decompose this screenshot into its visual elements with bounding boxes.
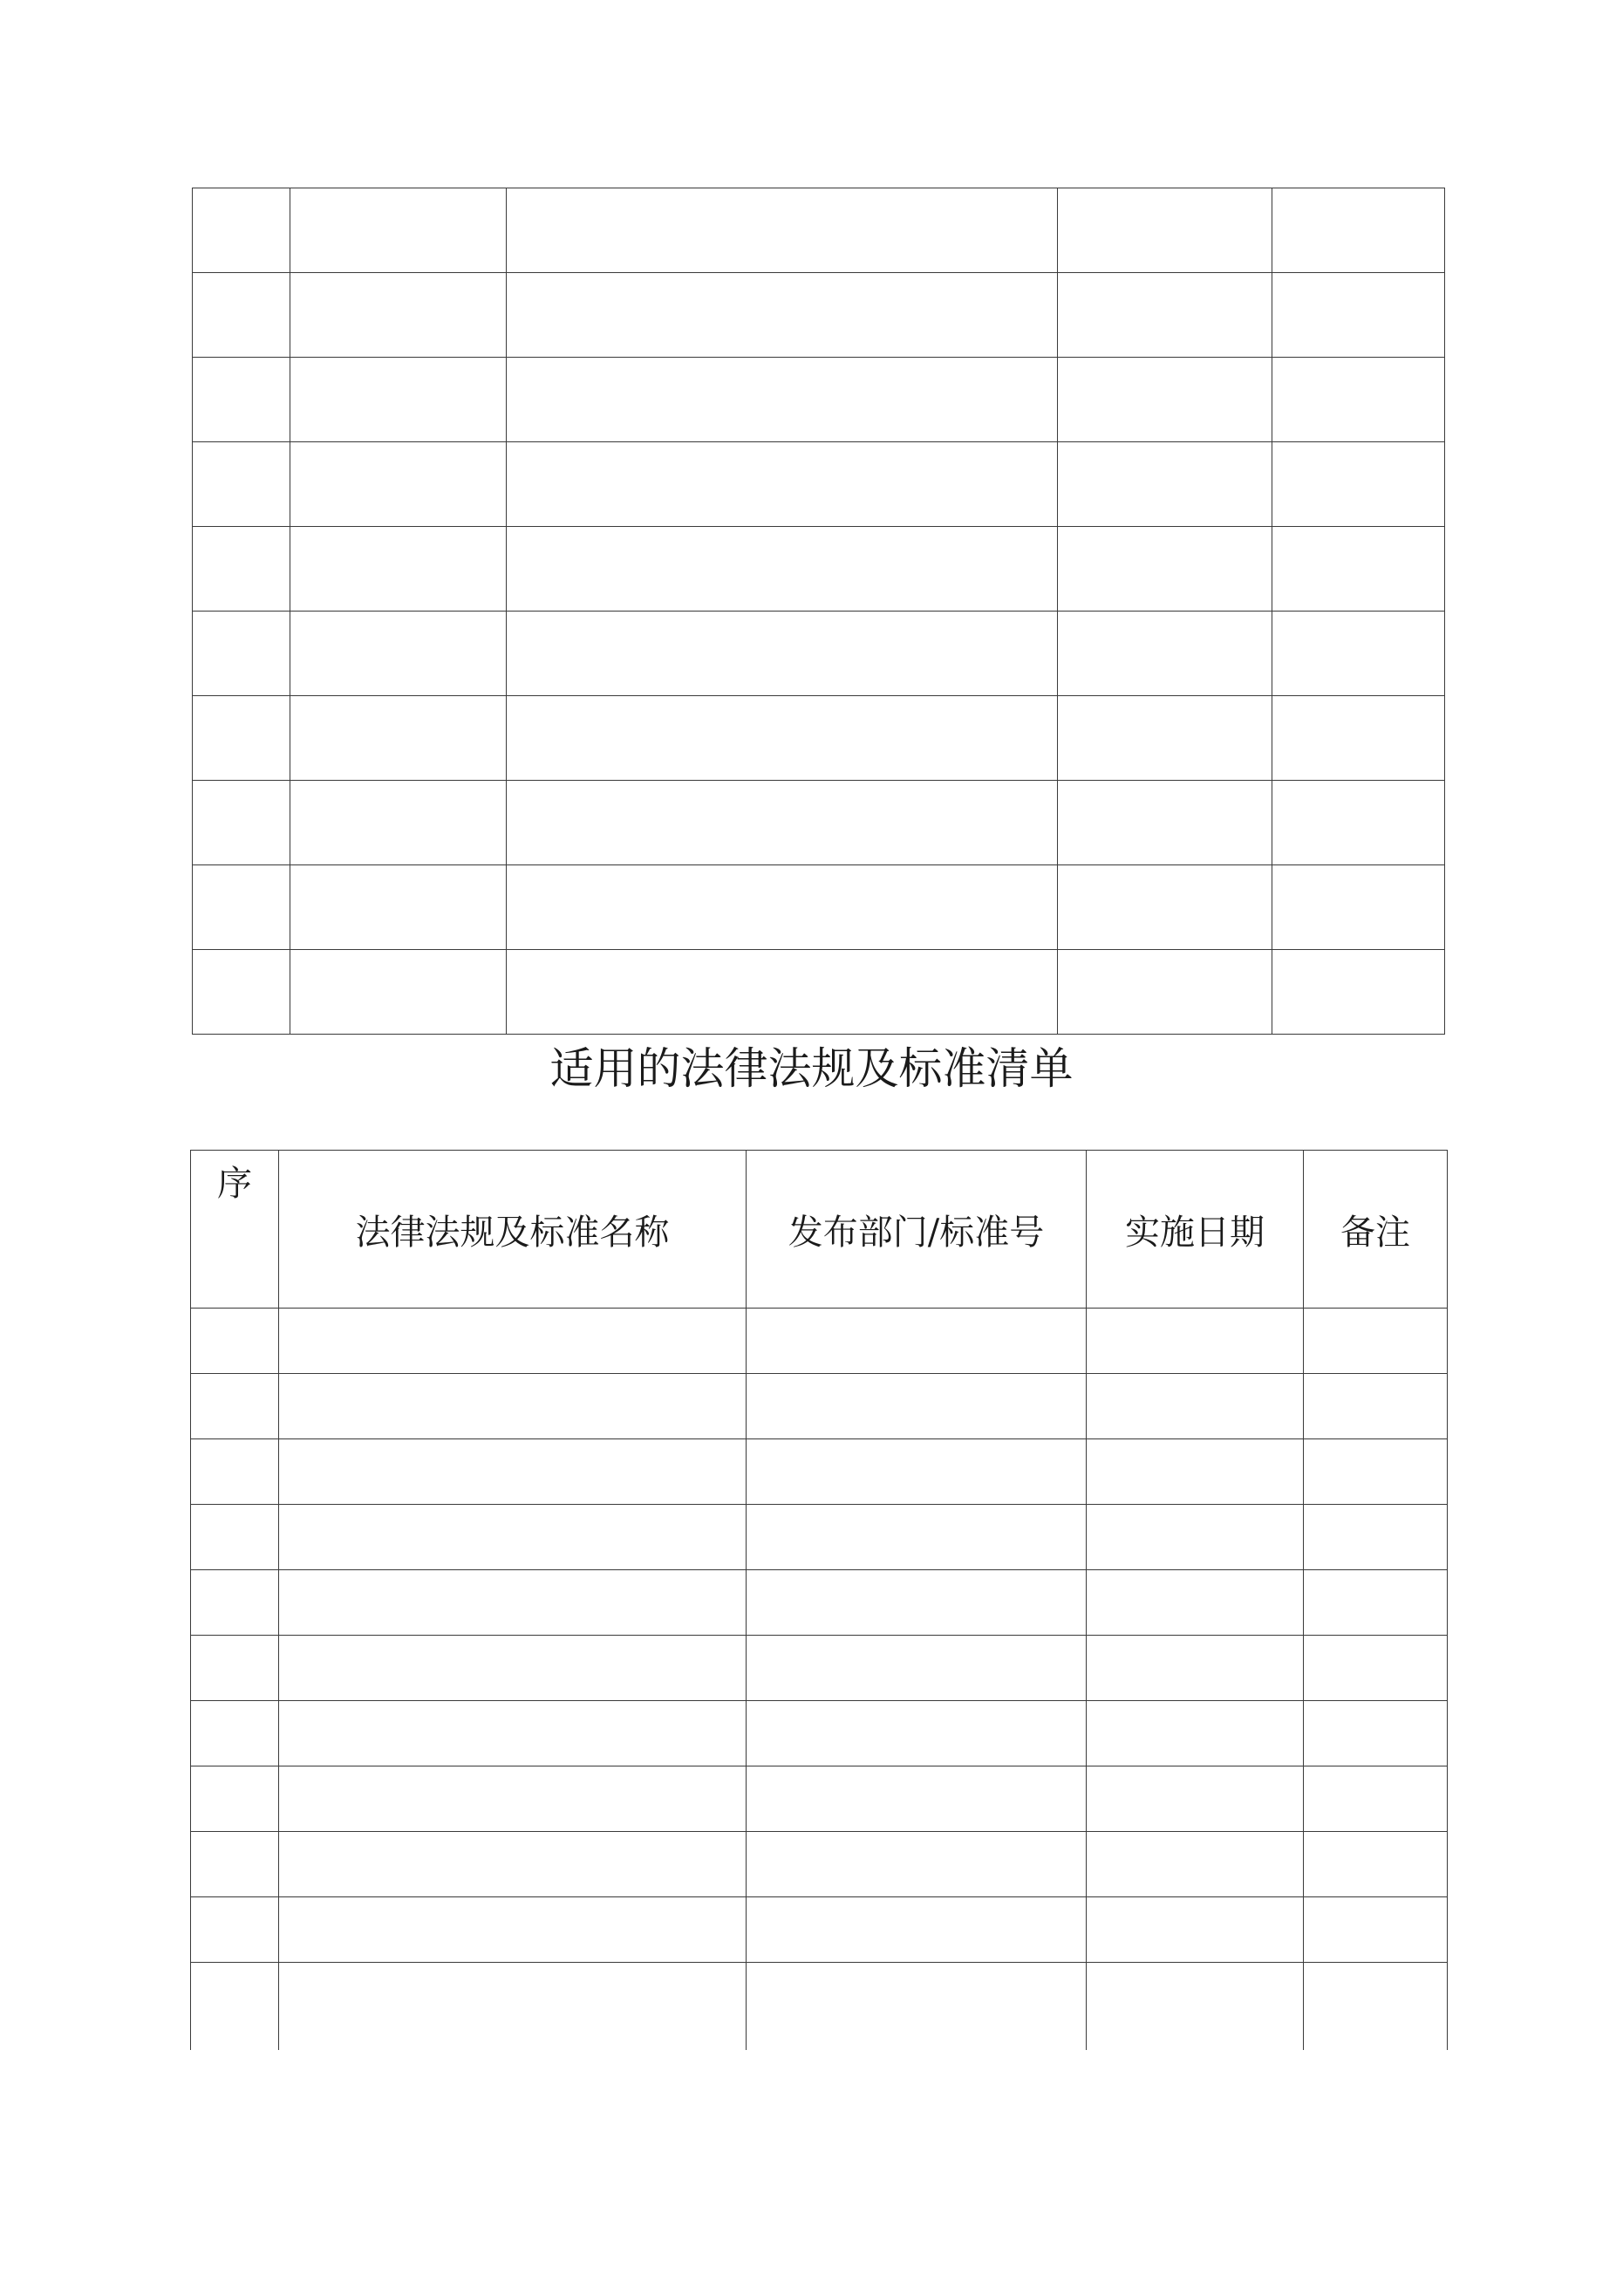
table-cell (191, 1505, 279, 1570)
header-seq: 序 (191, 1151, 279, 1309)
table-cell (1087, 1439, 1304, 1505)
table-cell (1304, 1963, 1448, 2051)
table-cell (191, 1766, 279, 1832)
table-row (193, 696, 1445, 781)
table-cell (290, 527, 507, 612)
table-row (191, 1832, 1448, 1897)
table-cell (193, 696, 290, 781)
table-cell (1272, 188, 1445, 273)
table-cell (193, 188, 290, 273)
table-cell (1272, 612, 1445, 696)
table-cell (1087, 1570, 1304, 1636)
table-cell (1058, 273, 1272, 358)
table-row (193, 442, 1445, 527)
table-cell (193, 865, 290, 950)
table-cell (290, 442, 507, 527)
table-cell (279, 1505, 747, 1570)
table-cell (191, 1832, 279, 1897)
table-cell (1304, 1766, 1448, 1832)
table-row (191, 1701, 1448, 1766)
table-cell (279, 1897, 747, 1963)
table-cell (507, 696, 1058, 781)
table-cell (1304, 1505, 1448, 1570)
table-cell (1304, 1570, 1448, 1636)
table-row (193, 612, 1445, 696)
table-cell (1304, 1374, 1448, 1439)
table-row (191, 1766, 1448, 1832)
page-title: 适用的法律法规及标准清单 (549, 1043, 1074, 1094)
table-row (191, 1439, 1448, 1505)
table-header-row (191, 1151, 1448, 1309)
table-cell (747, 1636, 1087, 1701)
table-cell (507, 273, 1058, 358)
table-cell (290, 188, 507, 273)
table-cell (290, 696, 507, 781)
table-cell (1087, 1897, 1304, 1963)
table-row (191, 1309, 1448, 1374)
table-cell (1272, 442, 1445, 527)
table-cell (1087, 1636, 1304, 1701)
header-department: 发布部门/标准号 (747, 1151, 1087, 1309)
table-cell (1272, 696, 1445, 781)
table-cell (279, 1570, 747, 1636)
table-cell (191, 1374, 279, 1439)
table-cell (1058, 527, 1272, 612)
table-row (193, 865, 1445, 950)
table-cell (747, 1505, 1087, 1570)
table-row (193, 273, 1445, 358)
table-cell (1304, 1701, 1448, 1766)
table-cell (191, 1439, 279, 1505)
table-cell (191, 1570, 279, 1636)
table-cell (290, 865, 507, 950)
table-cell (1272, 527, 1445, 612)
table-cell (1272, 865, 1445, 950)
table-row (193, 527, 1445, 612)
blank-table-top (192, 188, 1445, 1035)
table-cell (1058, 358, 1272, 442)
table-cell (1058, 865, 1272, 950)
table-cell (191, 1963, 279, 2051)
table-cell (507, 950, 1058, 1035)
table-row (191, 1570, 1448, 1636)
regulations-table (190, 1150, 1448, 2050)
table-cell (1058, 696, 1272, 781)
table-cell (747, 1701, 1087, 1766)
table-cell (279, 1832, 747, 1897)
table-cell (193, 527, 290, 612)
table-cell (747, 1766, 1087, 1832)
table-cell (191, 1309, 279, 1374)
table-cell (279, 1309, 747, 1374)
table-cell (1272, 273, 1445, 358)
table-cell (1087, 1766, 1304, 1832)
table-cell (1304, 1897, 1448, 1963)
table-cell (290, 273, 507, 358)
table-cell (507, 612, 1058, 696)
table-cell (1087, 1309, 1304, 1374)
table-cell (747, 1963, 1087, 2051)
header-name: 法律法规及标准名称 (279, 1151, 747, 1309)
table-cell (193, 950, 290, 1035)
table-cell (191, 1636, 279, 1701)
table-cell (1087, 1832, 1304, 1897)
table-cell (193, 442, 290, 527)
table-cell (1272, 358, 1445, 442)
table-cell (747, 1309, 1087, 1374)
regulations-table-body (191, 1151, 1448, 2051)
table-cell (1087, 1374, 1304, 1439)
table-cell (1272, 781, 1445, 865)
table-cell (193, 358, 290, 442)
table-cell (279, 1439, 747, 1505)
table-cell (747, 1374, 1087, 1439)
header-effective-date: 实施日期 (1087, 1151, 1304, 1309)
table-cell (290, 781, 507, 865)
table-row (193, 358, 1445, 442)
table-cell (279, 1636, 747, 1701)
table-cell (747, 1832, 1087, 1897)
table-row (191, 1505, 1448, 1570)
table-cell (507, 188, 1058, 273)
table-cell (191, 1701, 279, 1766)
table-cell (279, 1766, 747, 1832)
table-cell (1304, 1309, 1448, 1374)
table-cell (507, 527, 1058, 612)
table-cell (1087, 1505, 1304, 1570)
table-row (191, 1636, 1448, 1701)
table-cell (279, 1374, 747, 1439)
table-cell (1087, 1701, 1304, 1766)
table-row (191, 1897, 1448, 1963)
table-cell (507, 358, 1058, 442)
table-row (191, 1963, 1448, 2051)
table-cell (1058, 612, 1272, 696)
table-cell (1304, 1832, 1448, 1897)
table-cell (193, 612, 290, 696)
table-row (193, 188, 1445, 273)
table-cell (279, 1701, 747, 1766)
table-cell (1058, 442, 1272, 527)
table-cell (193, 781, 290, 865)
table-cell (747, 1439, 1087, 1505)
table-cell (507, 442, 1058, 527)
table-cell (1087, 1963, 1304, 2051)
table-cell (507, 781, 1058, 865)
table-cell (290, 358, 507, 442)
table-cell (747, 1570, 1087, 1636)
table-cell (290, 612, 507, 696)
table-cell (1272, 950, 1445, 1035)
table-cell (191, 1897, 279, 1963)
table-cell (1304, 1636, 1448, 1701)
table-cell (193, 273, 290, 358)
table-row (193, 781, 1445, 865)
table-cell (1058, 950, 1272, 1035)
table-cell (747, 1897, 1087, 1963)
table-cell (1058, 188, 1272, 273)
table-cell (1058, 781, 1272, 865)
header-remarks: 备注 (1304, 1151, 1448, 1309)
table-row (191, 1374, 1448, 1439)
table-cell (279, 1963, 747, 2051)
table-cell (290, 950, 507, 1035)
table-cell (507, 865, 1058, 950)
table-row (193, 950, 1445, 1035)
table-cell (1304, 1439, 1448, 1505)
blank-table-top-body (193, 188, 1445, 1035)
